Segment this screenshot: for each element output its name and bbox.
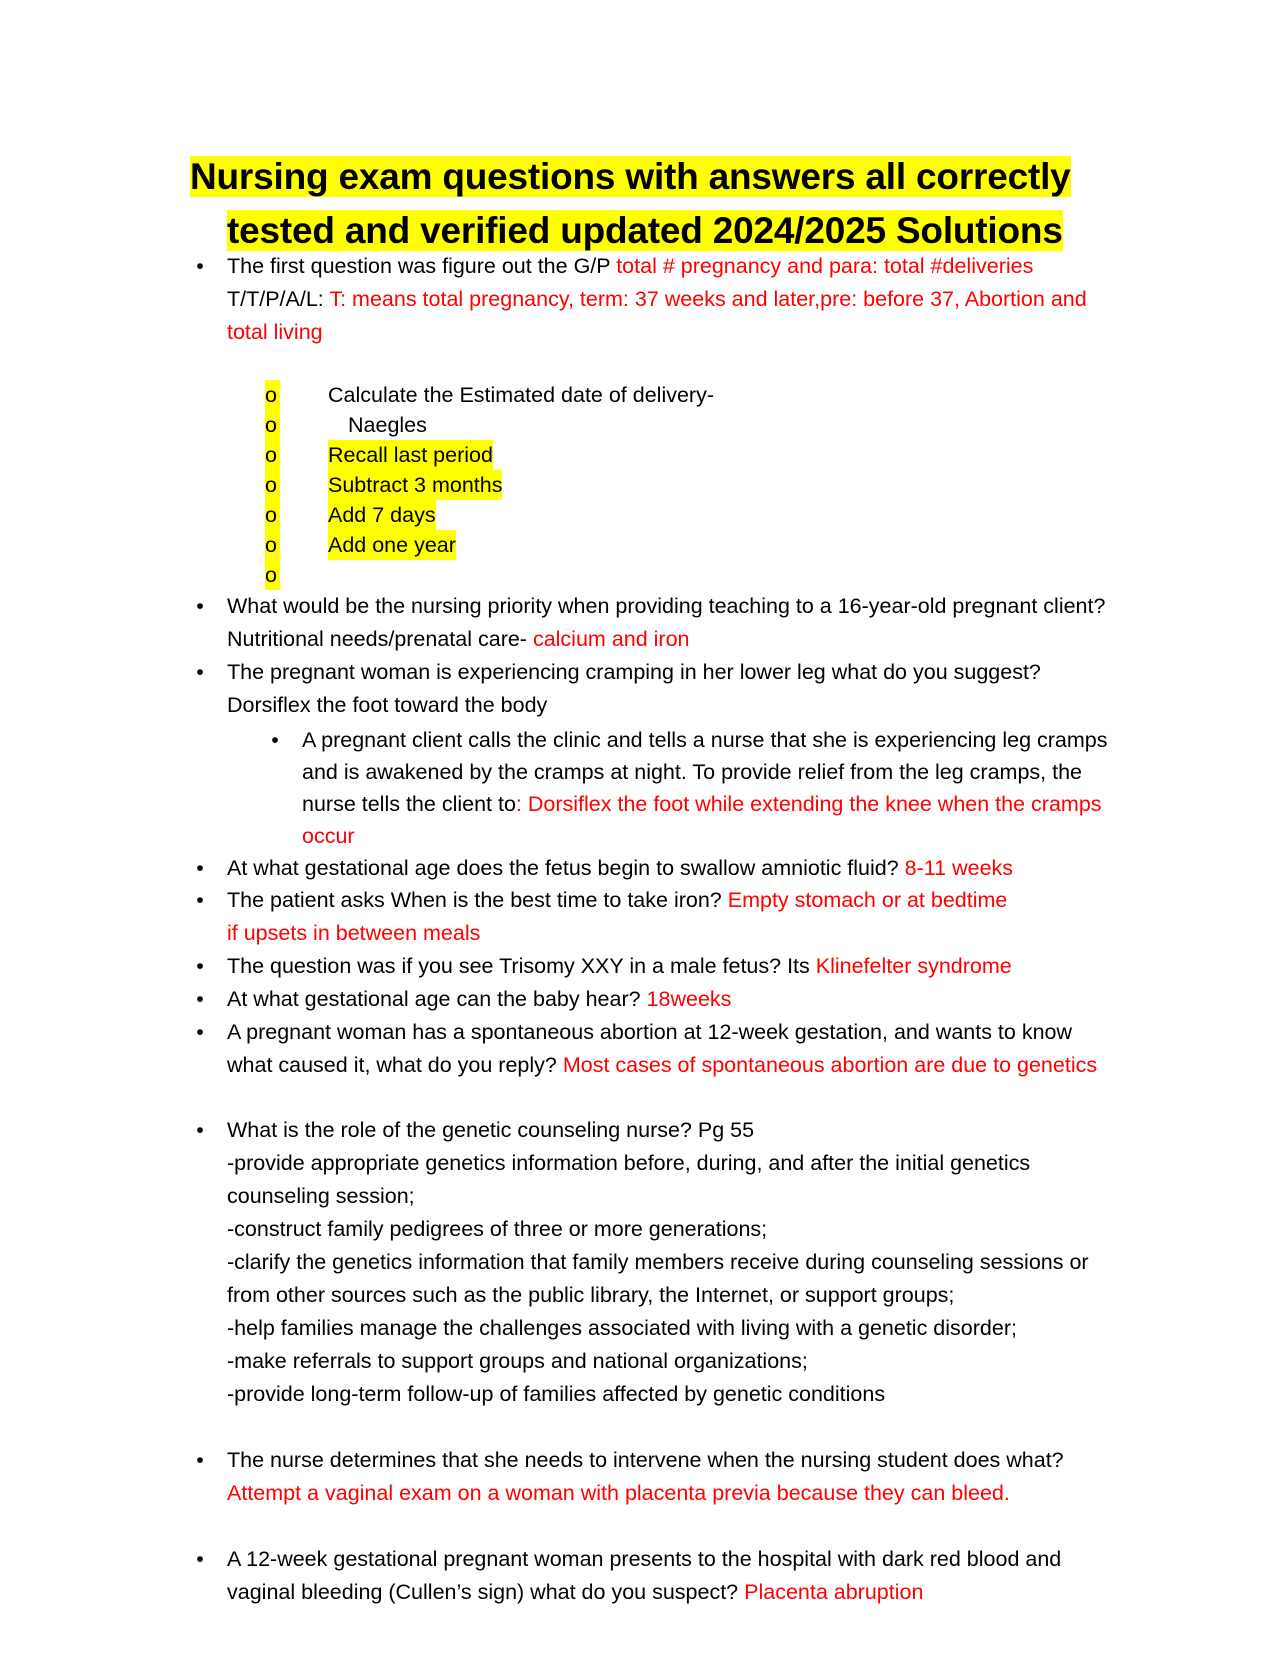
answer-text: Most cases of spontaneous abortion are due to genetics (562, 1053, 1098, 1077)
edd-step (265, 500, 436, 530)
question-text: The patient asks When is the best time to take iron? (227, 888, 728, 912)
role-line: -construct family pedigrees of three or more generations; (227, 1217, 768, 1241)
edd-step (265, 410, 427, 440)
question-text: The pregnant woman is experiencing cramping in her lower leg what do you suggest? Dorsiflex the foot toward the body (227, 660, 1041, 717)
question-text: What is the role of the genetic counseling nurse? Pg 55 (227, 1118, 755, 1142)
question-genetic-counseling (190, 1114, 1110, 1411)
question-text: At what gestational age does the fetus begin to swallow amniotic fluid? (227, 856, 905, 880)
circle-bullet-icon: o (265, 410, 280, 440)
edd-step-text: Naegles (348, 413, 427, 437)
edd-step (265, 440, 493, 470)
question-baby-hear (190, 983, 1110, 1016)
question-text: At what gestational age can the baby hear? (227, 987, 647, 1011)
question-leg-cramp (190, 656, 1110, 722)
bullet-icon: • (196, 856, 204, 880)
title-line-2: tested and verified updated 2024/2025 Solutions (227, 210, 1063, 251)
bullet-icon: • (196, 1547, 204, 1571)
question-spontaneous-abortion (190, 1016, 1110, 1082)
bullet-icon: • (196, 954, 204, 978)
question-swallow-fluid (190, 852, 1110, 885)
page-title (190, 150, 1090, 258)
answer-text: T: means total pregnancy, term: 37 weeks and later,pre: before 37, Abortion and total living (227, 287, 1087, 344)
answer-text: Klinefelter syndrome (815, 954, 1012, 978)
circle-bullet-icon: o (265, 530, 280, 560)
edd-step-text: Calculate the Estimated date of delivery- (328, 383, 715, 407)
edd-step-text: Add one year (328, 530, 456, 560)
bullet-icon: • (196, 1448, 204, 1472)
question-dark-red-blood (190, 1543, 1110, 1609)
edd-step (265, 380, 714, 410)
circle-bullet-icon: o (265, 560, 280, 590)
bullet-icon: • (196, 254, 204, 278)
answer-text: : Dorsiflex the foot while extending the knee when the cramps occur (302, 792, 1102, 848)
title-line-1: Nursing exam questions with answers all correctly (190, 156, 1071, 197)
answer-text: if upsets in between meals (227, 921, 481, 945)
question-intervene (190, 1444, 1110, 1510)
answer-text: Placenta abruption (744, 1580, 924, 1604)
edd-step (265, 530, 456, 560)
circle-bullet-icon: o (265, 440, 280, 470)
circle-bullet-icon: o (265, 500, 280, 530)
bullet-icon: • (196, 1020, 204, 1044)
edd-step-text: Subtract 3 months (328, 470, 502, 500)
question-iron-timing (190, 884, 1110, 950)
answer-text: 18weeks (646, 987, 732, 1011)
question-text: The first question was figure out the G/P (227, 254, 617, 278)
role-line: -help families manage the challenges associated with living with a genetic disorder; (227, 1316, 1017, 1340)
bullet-icon: • (196, 594, 204, 618)
question-text: The nurse determines that she needs to intervene when the nursing student does what? (227, 1448, 1064, 1472)
bullet-icon: • (271, 728, 279, 752)
answer-text: total # pregnancy and para: total #deliveries (616, 254, 1034, 278)
answer-text: 8-11 weeks (904, 856, 1014, 880)
circle-bullet-icon: o (265, 470, 280, 500)
bullet-icon: • (196, 888, 204, 912)
role-line: -clarify the genetics information that family members receive during counseling sessions or from other sources such as the public library, the Internet, or support groups; (227, 1250, 1089, 1307)
role-line: -provide long-term follow-up of families affected by genetic conditions (227, 1382, 886, 1406)
answer-text: calcium and iron (532, 627, 690, 651)
question-text: A pregnant client calls the clinic and tells a nurse that she is experiencing leg cramps and is awakened by the cramps at night. To provide relief from the leg cramps, the nurse tells the client to (302, 728, 1108, 816)
role-line: -provide appropriate genetics information before, during, and after the initial genetics counseling session; (227, 1151, 1031, 1208)
question-gp-tpal (190, 250, 1110, 349)
bullet-icon: • (196, 660, 204, 684)
question-text: T/T/P/A/L: (227, 287, 330, 311)
edd-step-text: Recall last period (328, 440, 493, 470)
question-text: What would be the nursing priority when providing teaching to a 16-year-old pregnant client? Nutritional needs/prenatal care- (227, 594, 1106, 651)
circle-bullet-icon: o (265, 380, 280, 410)
role-line: -make referrals to support groups and national organizations; (227, 1349, 808, 1373)
bullet-icon: • (196, 987, 204, 1011)
edd-step-text: Add 7 days (328, 500, 436, 530)
answer-text: Attempt a vaginal exam on a woman with placenta previa because they can bleed. (227, 1481, 1010, 1505)
question-nursing-priority (190, 590, 1110, 656)
edd-step (265, 560, 328, 590)
question-text: A pregnant woman has a spontaneous abortion at 12-week gestation, and wants to know what caused it, what do you reply? (227, 1020, 1073, 1077)
question-text: The question was if you see Trisomy XXY in a male fetus? Its (227, 954, 816, 978)
edd-step (265, 470, 502, 500)
question-leg-cramp-nested (265, 724, 1125, 852)
answer-text: Empty stomach or at bedtime (727, 888, 1008, 912)
question-trisomy (190, 950, 1110, 983)
question-text: A 12-week gestational pregnant woman presents to the hospital with dark red blood and vaginal bleeding (Cullen’s sign) what do you suspect? (227, 1547, 1062, 1604)
bullet-icon: • (196, 1118, 204, 1142)
